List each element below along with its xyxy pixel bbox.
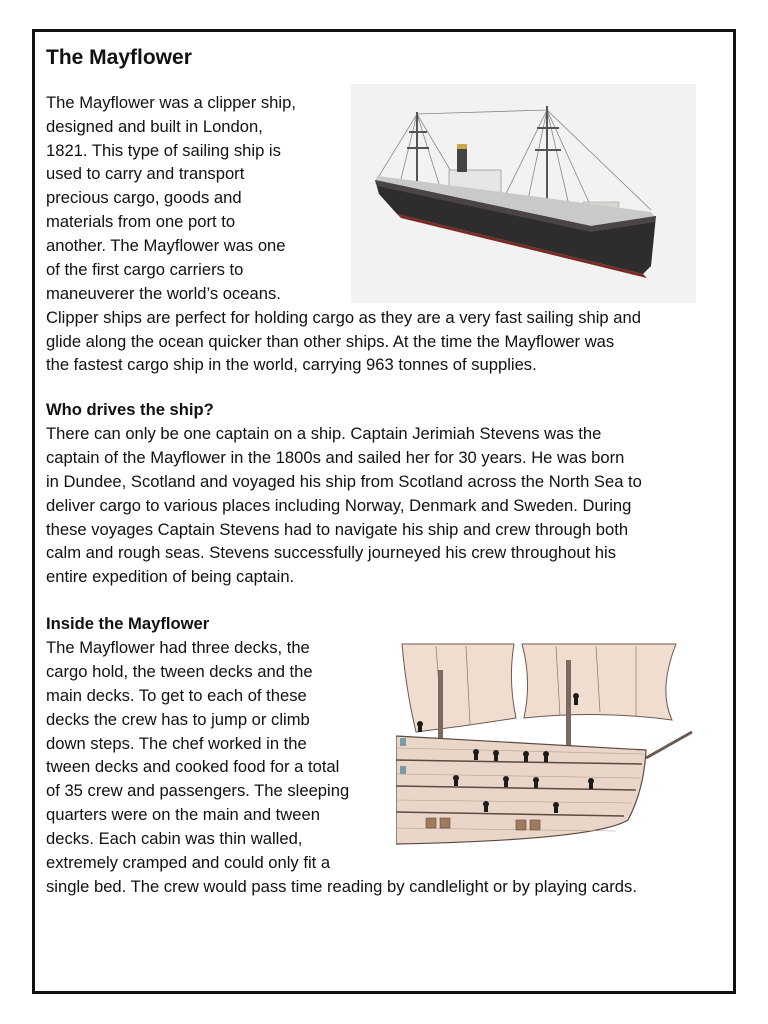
paragraph-line: used to carry and transport: [46, 164, 245, 183]
paragraph-line: down steps. The chef worked in the: [46, 734, 307, 753]
cargo-ship-image: [351, 84, 696, 303]
paragraph-line: cargo hold, the tween decks and the: [46, 662, 313, 681]
paragraph-line: single bed. The crew would pass time reading by candlelight or by playing cards.: [46, 877, 637, 896]
page-title: The Mayflower: [46, 46, 192, 69]
paragraph-line: glide along the ocean quicker than other ships. At the time the Mayflower was: [46, 332, 615, 351]
paragraph-line: decks. Each cabin was thin walled,: [46, 829, 303, 848]
paragraph-line: 1821. This type of sailing ship is: [46, 141, 281, 160]
section-heading: Who drives the ship?: [46, 400, 214, 419]
paragraph-line: another. The Mayflower was one: [46, 236, 286, 255]
paragraph-line: captain of the Mayflower in the 1800s and sailed her for 30 years. He was born: [46, 448, 625, 467]
paragraph-line: The Mayflower had three decks, the: [46, 638, 310, 657]
paragraph-line: maneuverer the world’s oceans.: [46, 284, 281, 303]
paragraph-line: the fastest cargo ship in the world, carrying 963 tonnes of supplies.: [46, 355, 537, 374]
paragraph-line: entire expedition of being captain.: [46, 567, 295, 586]
paragraph-line: in Dundee, Scotland and voyaged his ship from Scotland across the North Sea to: [46, 472, 642, 491]
paragraph-line: of 35 crew and passengers. The sleeping: [46, 781, 350, 800]
paragraph-line: Clipper ships are perfect for holding cargo as they are a very fast sailing ship and: [46, 308, 641, 327]
paragraph-line: deliver cargo to various places including Norway, Denmark and Sweden. During: [46, 496, 632, 515]
section-heading: Inside the Mayflower: [46, 614, 210, 633]
paragraph-line: precious cargo, goods and: [46, 188, 242, 207]
paragraph-line: calm and rough seas. Stevens successfully journeyed his crew throughout his: [46, 543, 617, 562]
paragraph-line: tween decks and cooked food for a total: [46, 757, 340, 776]
paragraph-line: quarters were on the main and tween: [46, 805, 320, 824]
paragraph-line: materials from one port to: [46, 212, 236, 231]
paragraph-line: The Mayflower was a clipper ship,: [46, 93, 296, 112]
paragraph-line: extremely cramped and could only fit a: [46, 853, 331, 872]
ship-cutaway-image: [396, 640, 696, 846]
paragraph-line: designed and built in London,: [46, 117, 263, 136]
paragraph-line: main decks. To get to each of these: [46, 686, 307, 705]
paragraph-line: these voyages Captain Stevens had to navigate his ship and crew through both: [46, 520, 629, 539]
paragraph-line: There can only be one captain on a ship. Captain Jerimiah Stevens was the: [46, 424, 602, 443]
paragraph-line: decks the crew has to jump or climb: [46, 710, 310, 729]
paragraph-line: of the first cargo carriers to: [46, 260, 244, 279]
